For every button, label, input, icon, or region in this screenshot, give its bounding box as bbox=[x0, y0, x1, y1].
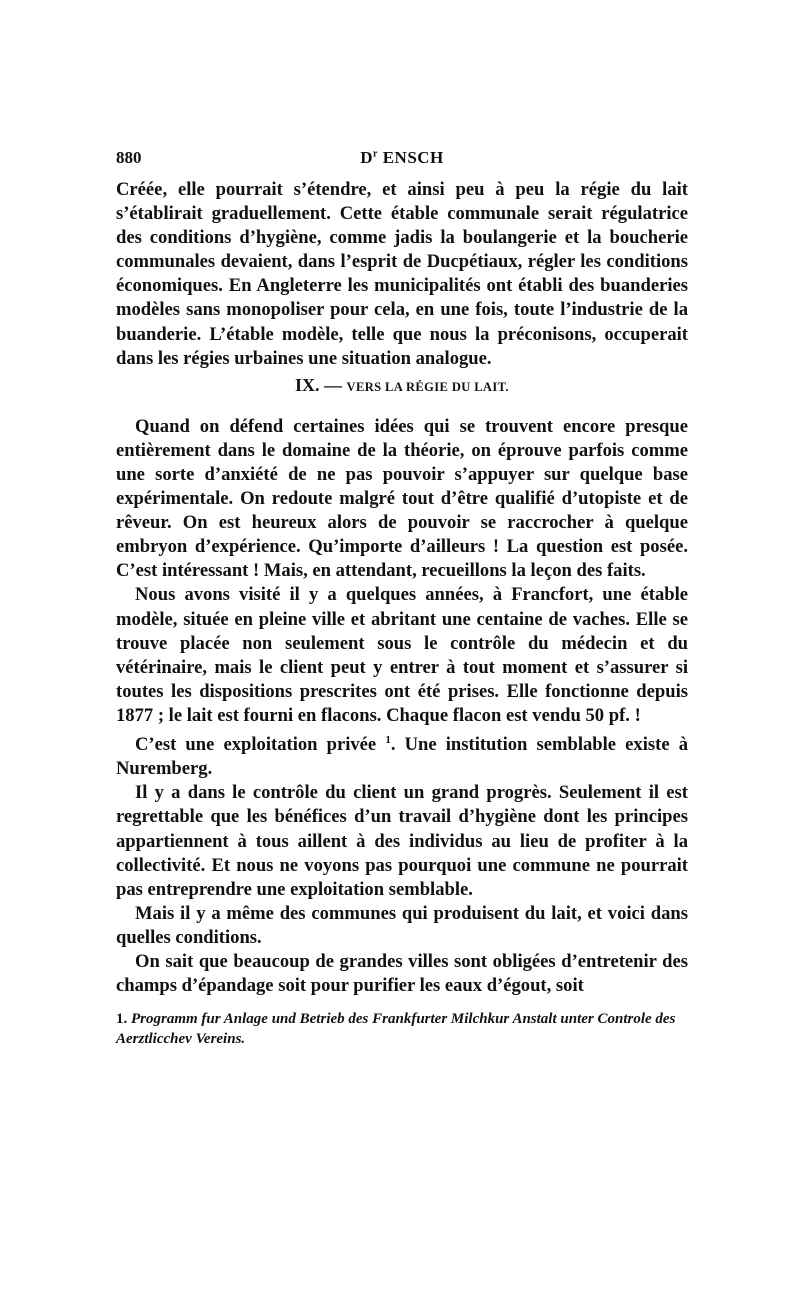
footnote bbox=[116, 1009, 688, 1049]
paragraph: Il y a dans le contrôle du client un grand progrès. Seulement il est regrettable que les bénéfices d’un travail d’hygiène dont les principes appartiennent à tous aillent à des individus au lieu de profiter à la collectivité. Et nous ne voyons pas pourquoi une commune ne pourrait pas entreprendre une exploitation semblable. bbox=[116, 782, 688, 900]
section-numeral: IX. — bbox=[295, 374, 343, 395]
paragraph: On sait que beaucoup de grandes villes sont obligées d’entretenir des champs d’épandage soit pour purifier les eaux d’égout, soit bbox=[116, 951, 688, 997]
running-header bbox=[116, 148, 688, 178]
section-title: VERS LA RÉGIE DU LAIT. bbox=[346, 379, 509, 394]
author-prefix: D bbox=[360, 148, 373, 167]
running-title bbox=[116, 148, 688, 168]
paragraph bbox=[116, 728, 688, 781]
paragraph: Mais il y a même des communes qui produisent du lait, et voici dans quelles conditions. bbox=[116, 902, 688, 948]
book-page bbox=[116, 148, 688, 1049]
author-name: ENSCH bbox=[382, 148, 444, 167]
footnote-number: 1. bbox=[116, 1011, 128, 1028]
paragraph-text: C’est une exploitation privée bbox=[135, 734, 377, 756]
footnote-reference[interactable]: 1 bbox=[385, 733, 391, 746]
paragraph: Nous avons visité il y a quelques années, à Francfort, une étable modèle, située en pleine ville et abritant une centaine de vaches. Elle se trouve placée non seulement sous le contrôle du médecin et du vétérinaire, mais le client peut y entrer à tout moment et s’assurer si toutes les dispositions prescrites ont été prises. Elle fonctionne depuis 1877 ; le lait est fourni en flacons. Chaque flacon est vendu 50 pf. ! bbox=[116, 584, 688, 726]
page-number: 880 bbox=[116, 148, 142, 167]
section-heading bbox=[116, 375, 688, 396]
paragraph-text: . Une institution semblable existe à Nuremberg. bbox=[116, 734, 688, 780]
author-prefix-sup: r bbox=[373, 148, 378, 160]
footnote-text: Programm fur Anlage und Betrieb des Frankfurter Milchkur Anstalt unter Controle des Aerztlicchev Vereins. bbox=[116, 1011, 676, 1048]
paragraph: Quand on défend certaines idées qui se trouvent encore presque entièrement dans le domaine de la théorie, on éprouve parfois comme une sorte d’anxiété de ne pas pouvoir s’appuyer sur quelque base expérimentale. On redoute malgré tout d’être qualifié d’utopiste et de rêveur. On est heureux alors de pouvoir se raccrocher à quelque embryon d’expérience. Qu’importe d’ailleurs ! La question est posée. C’est intéressant ! Mais, en attendant, recueillons la leçon des faits. bbox=[116, 415, 688, 582]
paragraph-continued: Créée, elle pourrait s’étendre, et ainsi peu à peu la régie du lait s’établirait graduellement. Cette étable communale serait régulatrice des conditions d’hygiène, comme jadis la boulangerie et la boucherie communales devaient, dans l’esprit de Ducpétiaux, régler les conditions économiques. En Angleterre les municipalités ont établi des buanderies modèles sans monopoliser pour cela, en une fois, toute l’industrie de la buanderie. L’étable modèle, telle que nous la préconisons, occuperait dans les régies urbaines une situation analogue. bbox=[116, 179, 688, 369]
